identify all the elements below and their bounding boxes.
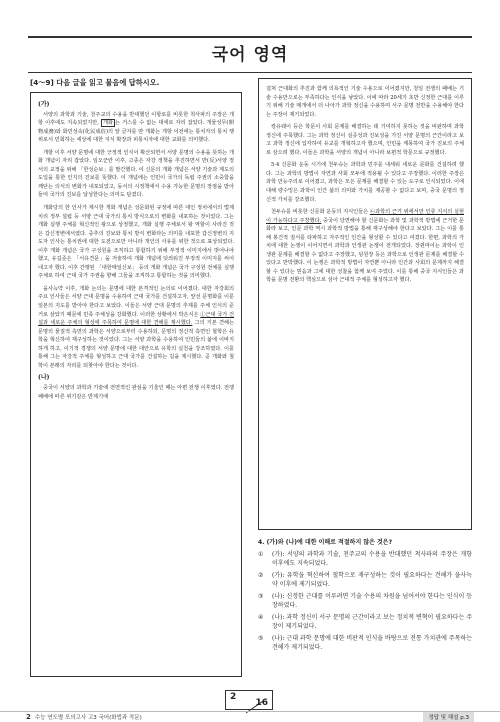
page-title: 국어 영역 [211,45,289,65]
option-number: ① [258,551,264,558]
passage-box-left [30,92,242,677]
passage-paragraph [38,285,234,370]
option-text: (나): 신정한 근대를 이루려면 기술 수용의 차원을 넘어서야 한다는 인식이 등장하였다. [272,593,472,609]
passage-paragraph: 캉유웨이 등은 학문이 사회 문제를 해결하는 데 기여하지 못하는 것을 비판하며 과학 정신에 주목했다. 그는 과학 정신이 실증성과 진보성을 가진 서양 문명의 근간이라고 보고 과학 정신에 입각하여 유교를 개혁하고자 했으며, 인민을 계몽하여 국가 진보의 주체로 삼으려 했다. 이들은 과학을 서양의 개념이 아니라 보편적 학문으로 규정했다. [266,124,464,156]
boxed-term: 개화 [102,120,114,127]
option-text: (나): 근대 과학 문명에 대한 비판적 인식을 바탕으로 전통 가치관에 주목하는 견해가 제기되었다. [272,635,472,651]
answer-option-1[interactable] [258,550,472,568]
passage-paragraph [266,208,464,285]
answer-option-2[interactable] [258,571,472,589]
footer-book-title: 수능 연도별 모의고사 고3 국어(화법과 작문) [34,715,142,721]
paragraph-text: 중국이 당면해야 할 신문화는 과학 및 과학적 방법에 근거한 문화라 보고, 인문 과학 역시 과학적 방법을 통해 재구성해야 한다고 보았다. 그는 이를 통해 봉건적 질서를 타파하고 자주적인 인간을 형성할 수 있다고 여겼다. 한편, 과학의 가치에 대한 논쟁이 이어지면서 과학과 인생관 논쟁이 전개되었다. 장쥔마이는 과학이 인생관 문제를 해결할 수 없다고 주장했고, 딩원장 등은 과학으로 인생관 문제를 해결할 수 있다고 반박했다. 이 논쟁은 과학적 방법이 자연뿐 아니라 인간과 사회의 문제까지 해결할 수 있다는 믿음과 그에 대한 성찰을 함께 보여 주었다. 이를 통해 중국 지식인들은 과학을 문명 전환의 핵심으로 삼아 근대적 주체를 형성하고자 했다. [266,217,464,284]
option-number: ② [258,572,264,579]
question-stem [258,538,472,547]
answer-option-5[interactable] [258,634,472,652]
underlined-phrase-2: ㉡과학의 근거 위에서만 인류 지식의 실현이 가능하다고 주장했다. [266,209,464,224]
option-number: ③ [258,593,264,600]
underlined-phrase-1: ①근대 국가 건설과 새로운 주체의 형성에 주목하여 문명에 대한 견해를 제시했다. [38,311,234,327]
paragraph-text: 그의 기본 견해는 문명의 물질적 측면의 과학은 서양으로부터 수용하되, 문명의 정신적 측면인 철학은 유학을 혁신하여 재구성하는 것이었다. 그는 서양 과학을 수용하여 인민들의 삶에 이바지하게 하고, 이기적 경쟁의 서양 문명에 대한 대안으로 유학의 실천을 강조하였다. 이를 통해 그는 자강적 주체를 형성하고 근대 국가를 건설하는 길을 제시했다. 곧 개화와 철학이 본래의 자리를 되찾아야 한다는 것이다. [38,320,234,369]
paragraph-text: 을사늑약 이후, 개화 논의는 문명에 대한 본격적인 논의로 이어졌다. 대한 자강회의 주요 인사들은 서양 근대 문명을 수용하여 근대 국가를 건설하고자, 앞선 문명화를 이룬 일본의 지도를 받아야 한다고 보았다. 이들은 서양 근대 문명의 추제를 주체 인식의 준거로 삼았기 때문에 민족 주체성을 강화했다. 이러한 상황에서 박은식은 [38,285,234,318]
passage-paragraph [38,111,234,145]
passage-paragraph: 개화당의 한 인사가 제시한 개화 개념은 성문화된 규정에 따른 대인 정치에서의 법제 치리 정부 설립 등 서양 근대 국가의 통치 방식으로의 변화를 내포하는 것이었다. 그는 개화 실행 주체를 혁신적인 왕으로 상정했고, 개화 실행 주체로서 왕 역할이 사라진 것은 갑신정변에서였다. 중추의 진보와 통치 방식 변화라는 의미를 내포한 갑신정변의 지도자 인사는 통치권에 대한 도전으로만 아니라 개인의 사유를 위한 것으로 표상되었다. 이후 개화 개념은 국가 구성원을 조직하고 통합하기 위해 부정적 이미지에서 벗어나야 했고, 유길준은 「서유견문」을 저술하여 개화 개념에 덧씌워진 부정적 이미지를 씨어 내고자 했다. 이후 간행된 「대한매일신보」 등의 개화 개념은 국가 구성원 전체를 실행 주체로 하여 근대 국가 주권을 향해 그들을 조직하고 통합하는 것을 의미했다. [38,205,234,280]
passage-paragraph: 개항 이후 서양 문명에 대한 긍정적 인식이 확산되면서 서양 문명의 수용을 뜻하는 개화 개념이 자리 잡았다. 임오군란 이후, 고종은 자강 정책을 추진하면서 반(反)서양 정서의 교정을 위해 「한성순보」를 발간했다. 이 신문의 개화 개념은 서양 기술과 제도의 도입을 통한 인지의 진보를 뜻했다. 이 개념에는 인민이 국가의 독립 주권의 소중함을 깨닫는 의식의 변화가 내포되었고, 동서의 시정책에서 수용 가능한 문명의 장점을 받아들여 국가의 진보를 달성한다는 의미도 담겼다. [38,149,234,199]
option-text: (나): 과학 정신이 서구 문명의 근간이라고 보는 정치적 변혁이 필요하다는 주장이 제기되었다. [272,614,472,630]
section-label-ga: (가) [38,101,50,108]
paragraph-text: 는 거스를 수 없는 대세로 자리 잡았다. 개물성무(開物成務)와 화민성속(化民成俗)의 앞 글자를 딴 개화는 개항 이전에는 통치자의 통치 행위로서 민회하는 세상에 대한 지식 확장과 피통치자에 대한 교화를 의미했다. [38,120,234,144]
question-4 [258,538,472,652]
question-text: (가)와 (나)에 대한 이해로 적절하지 않은 것은? [266,539,393,546]
page-current: 2 [230,692,237,702]
option-text: (가): 유학을 혁신하여 철학으로 재구성하는 것이 필요하다는 견해가 을사늑약 이후에 제기되었다. [272,572,472,588]
passage-box-right [258,78,472,530]
footer-left [26,713,142,721]
page-indicator [225,690,273,710]
footer-answer-ref: 정답 및 해설 p.3 [423,712,474,722]
answer-option-4[interactable] [258,613,472,631]
left-column [30,92,242,677]
answer-option-3[interactable] [258,592,472,610]
passage-paragraph: 5·4 신문화 운동 시기에 천두슈는 과학과 민주를 내세워 새로운 문화를 건설하려 했다. 그는 과학의 방법이 자연과 사회 모두에 적용될 수 있다고 주장했다. 이러한 주장은 과학 만능주의로 이어졌고, 과학은 모든 문제를 해결할 수 있는 도구로 인식되었다. 이에 대해 량수밍은 과학이 인간 삶의 의미와 가치를 제공할 수 없다고 보며, 중국 문명의 정신적 가치를 강조했다. [266,162,464,203]
paragraph-text: 천두슈를 비롯한 신문화 운동의 지식인들은 [271,209,370,216]
title-bar [28,36,472,73]
option-number: ④ [258,614,264,621]
passage-paragraph: 걸쳐 근대화의 추진과 함께 의욕적인 기술 수용으로 이어졌지만, 청일 전쟁의 패배는 기술 수용만으로는 부족하다는 인식을 낳았다. 이에 따라 20세기 초반 신정한 근대를 이루기 위해 기술 매개에서 더 나아가 과학 정신을 수용하며 서구 문명 전반을 수용해야 한다는 주장이 제기되었다. [266,86,464,118]
option-number: ⑤ [258,635,264,642]
option-text: (가): 서양의 과학과 기술, 천주교의 수용을 반대했던 척사파의 주장은 개항 이후에도 지속되었다. [272,551,472,567]
passage-paragraph: 중국이 서양의 과학과 기술에 전면적인 관심을 기울인 때는 아편 전쟁 이후였다. 전쟁 패배에 따른 위기감은 반제기에 [38,384,234,400]
paragraph-text: 서양의 과학과 기술, 천주교의 수용을 반대했던 이항로를 비롯한 척사파의 주장은 개항 이후에도 지속되었지만, [38,111,234,127]
question-number: 4. [258,539,265,546]
instruction-text: [4～9] 다음 글을 읽고 물음에 답하시오. [30,78,160,87]
footer [0,711,500,722]
section-label-na: (나) [38,374,50,382]
footer-page-number: 2 [26,713,31,721]
page-total: 16 [255,698,268,708]
right-column [258,78,472,678]
